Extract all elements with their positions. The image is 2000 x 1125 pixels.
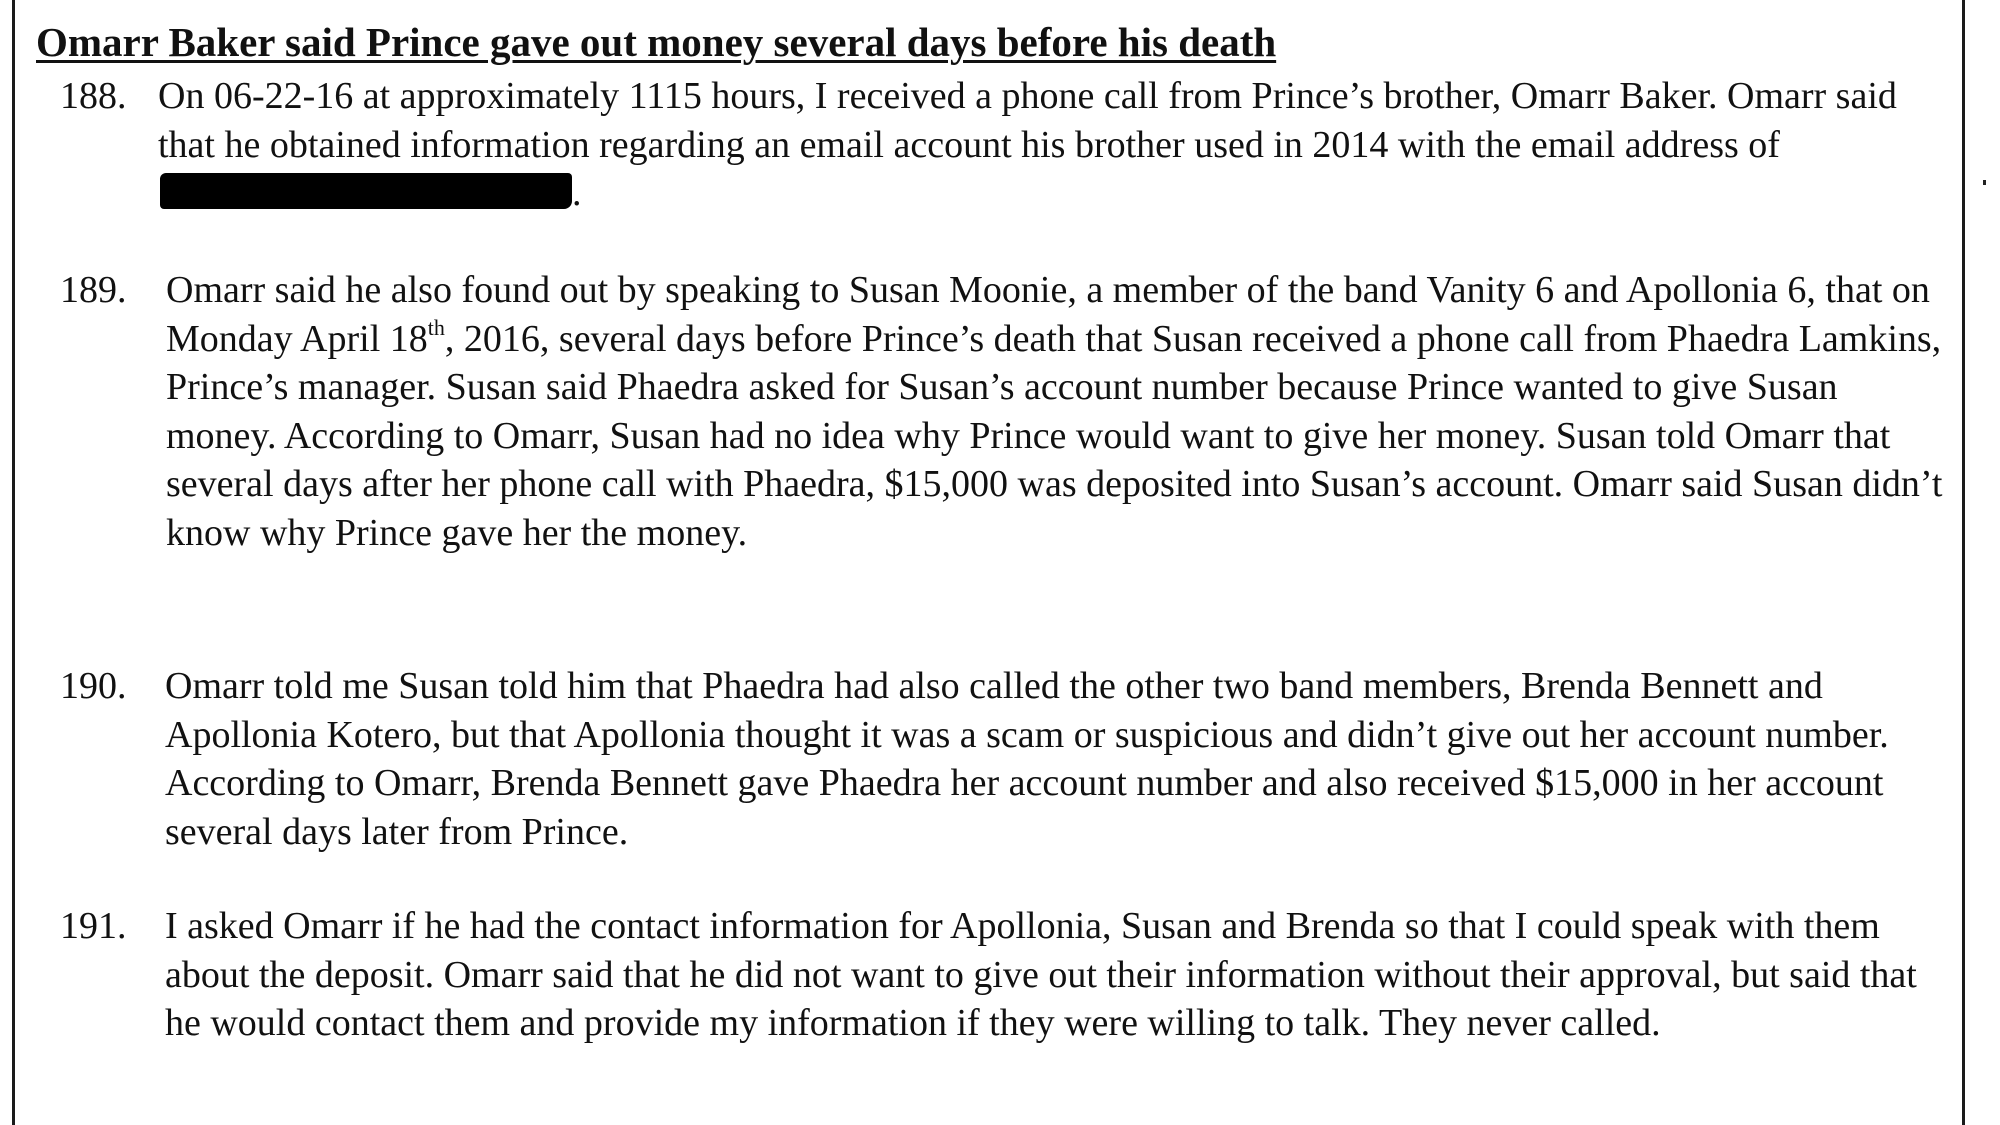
- paragraph-body: [166, 266, 1955, 557]
- paragraph-189: [60, 266, 1955, 557]
- section-heading: Omarr Baker said Prince gave out money several days before his death: [36, 19, 1277, 65]
- paragraph-188: [60, 72, 1955, 218]
- left-border-line: [12, 0, 15, 1125]
- paragraph-190: [60, 662, 1955, 856]
- paragraph-number: 190.: [60, 665, 127, 707]
- right-border-line: [1962, 0, 1965, 1125]
- paragraph-191: [60, 902, 1955, 1048]
- redaction-block: [160, 173, 572, 209]
- paragraph-text-end: .: [572, 172, 582, 214]
- paragraph-text: Omarr said he also found out by speaking to Susan Moonie, a member of the band Vanity 6 and Apollonia 6, that on Monday April 18: [166, 269, 1930, 360]
- paragraph-number: 188.: [60, 75, 127, 117]
- paragraph-body: [158, 72, 1955, 218]
- paragraph-body: Omarr told me Susan told him that Phaedra had also called the other two band members, Brenda Bennett and Apollonia Kotero, but that Apollonia thought it was a scam or suspicious and didn’t give out her account number. According to Omarr, Brenda Bennett gave Phaedra her account number and also received $15,000 in her account several days later from Prince.: [165, 665, 1889, 853]
- paragraph-text: On 06-22-16 at approximately 1115 hours, I received a phone call from Prince’s brother, Omarr Baker. Omarr said that he obtained information regarding an email account his brother used in 2014 with the email address of: [158, 75, 1897, 166]
- paragraph-number: 191.: [60, 905, 127, 947]
- paragraph-text-end: , 2016, several days before Prince’s death that Susan received a phone call from Phaedra Lamkins, Prince’s manager. Susan said Phaedra asked for Susan’s account number because Prince wanted to give Susan money. According to Omarr, Susan had no idea why Prince would want to give her money. Susan told Omarr that several days after her phone call with Phaedra, $15,000 was deposited into Susan’s account. Omarr said Susan didn’t know why Prince gave her the money.: [166, 317, 1943, 554]
- paragraph-body: I asked Omarr if he had the contact information for Apollonia, Susan and Brenda so that I could speak with them about the deposit. Omarr said that he did not want to give out their information without their approval, but said that he would contact them and provide my information if they were willing to talk. They never called.: [165, 905, 1917, 1044]
- ordinal-superscript: th: [427, 314, 445, 340]
- scan-speck: [1983, 180, 1986, 185]
- paragraph-number: 189.: [60, 269, 127, 311]
